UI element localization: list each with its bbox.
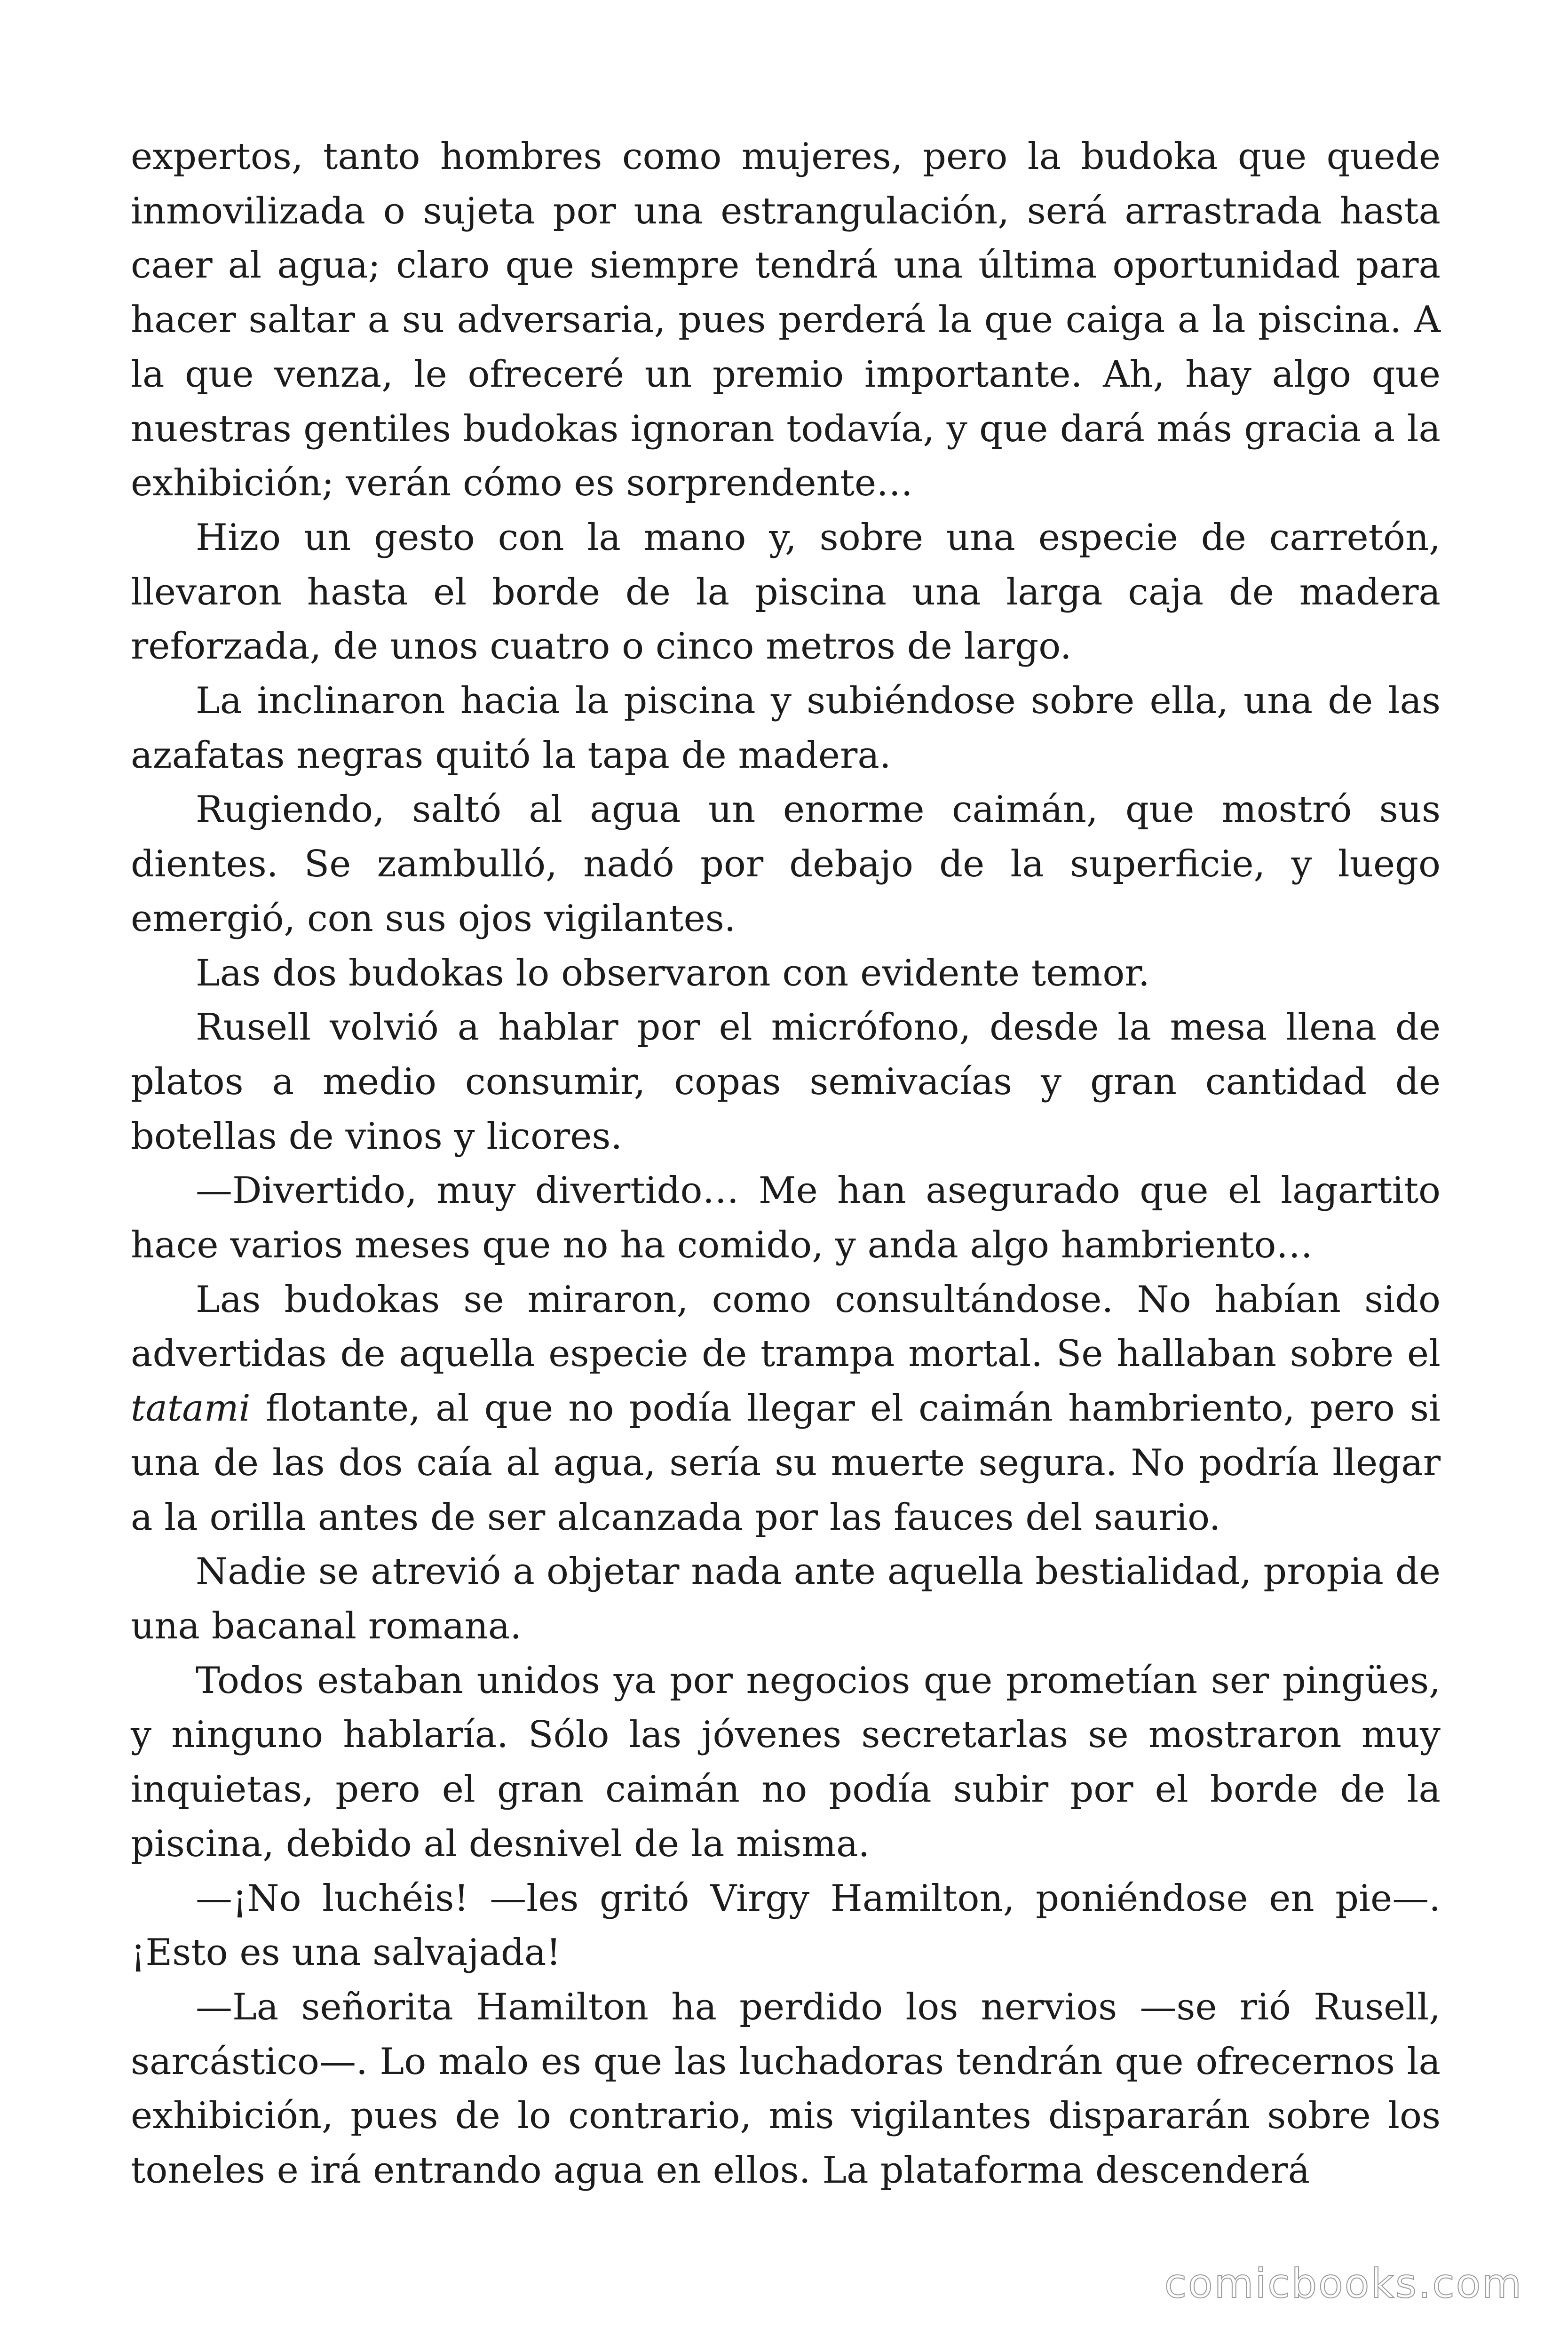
text-segment: La inclinaron hacia la piscina y subiéndose sobre ella, una de las azafatas negras quitó la tapa de madera. [131, 680, 1441, 777]
text-segment: Las budokas se miraron, como consultándose. No habían sido advertidas de aquella especie de trampa mortal. Se hallaban sobre el [131, 1278, 1441, 1375]
text-segment: —La señorita Hamilton ha perdido los nervios —se rió Rusell, sarcástico—. Lo malo es que las luchadoras tendrán que ofrecernos la exhibición, pues de lo contrario, mis vigilantes dispararán sobre los toneles e irá entrando agua en ellos. La plataforma descenderá [131, 1986, 1441, 2192]
paragraph-4 [131, 783, 1441, 946]
paragraph-10 [131, 1654, 1441, 1872]
paragraph-3 [131, 674, 1441, 783]
paragraph-7 [131, 1164, 1441, 1272]
italic-term: tatami [131, 1387, 251, 1430]
paragraph-2 [131, 511, 1441, 674]
text-segment: Rusell volvió a hablar por el micrófono, desde la mesa llena de platos a medio consumir, copas semivacías y gran cantidad de botellas de vinos y licores. [131, 1006, 1441, 1158]
paragraph-9 [131, 1545, 1441, 1653]
text-segment: expertos, tanto hombres como mujeres, pero la budoka que quede inmovilizada o sujeta por una estrangulación, será arrastrada hasta caer al agua; claro que siempre tendrá una última oportunidad para hacer saltar a su adversaria, pues perderá la que caiga a la piscina. A la que venza, le ofreceré un premio importante. Ah, hay algo que nuestras gentiles budokas ignoran todavía, y que dará más gracia a la exhibición; verán cómo es sorprendente… [131, 135, 1441, 505]
paragraph-6 [131, 1001, 1441, 1164]
text-segment: Las dos budokas lo observaron con evidente temor. [196, 952, 1150, 994]
paragraph-5 [131, 946, 1441, 1001]
text-segment: —Divertido, muy divertido… Me han asegurado que el lagartito hace varios meses que no ha comido, y anda algo hambriento… [131, 1169, 1441, 1267]
text-segment: Todos estaban unidos ya por negocios que prometían ser pingües, y ninguno hablaría. Sólo las jóvenes secretarlas se mostraron muy inquietas, pero el gran caimán no podía subir por el borde de la piscina, debido al desnivel de la misma. [131, 1659, 1441, 1865]
paragraph-11 [131, 1872, 1441, 1980]
paragraph-12 [131, 1980, 1441, 2198]
text-segment: Hizo un gesto con la mano y, sobre una especie de carretón, llevaron hasta el borde de la piscina una larga caja de madera reforzada, de unos cuatro o cinco metros de largo. [131, 516, 1441, 668]
text-segment: Rugiendo, saltó al agua un enorme caimán, que mostró sus dientes. Se zambulló, nadó por debajo de la superficie, y luego emergió, con sus ojos vigilantes. [131, 788, 1441, 940]
text-segment: flotante, al que no podía llegar el caimán hambriento, pero si una de las dos caía al agua, sería su muerte segura. No podría llegar a la orilla antes de ser alcanzada por las fauces del saurio. [131, 1387, 1441, 1539]
text-segment: —¡No luchéis! —les gritó Virgy Hamilton, poniéndose en pie—. ¡Esto es una salvajada! [131, 1877, 1441, 1974]
site-watermark: comicbooks.com [1164, 2260, 1523, 2307]
book-page-text [131, 130, 1441, 2198]
paragraph-8 [131, 1273, 1441, 1545]
text-segment: Nadie se atrevió a objetar nada ante aquella bestialidad, propia de una bacanal romana. [131, 1550, 1441, 1647]
paragraph-1 [131, 130, 1441, 511]
